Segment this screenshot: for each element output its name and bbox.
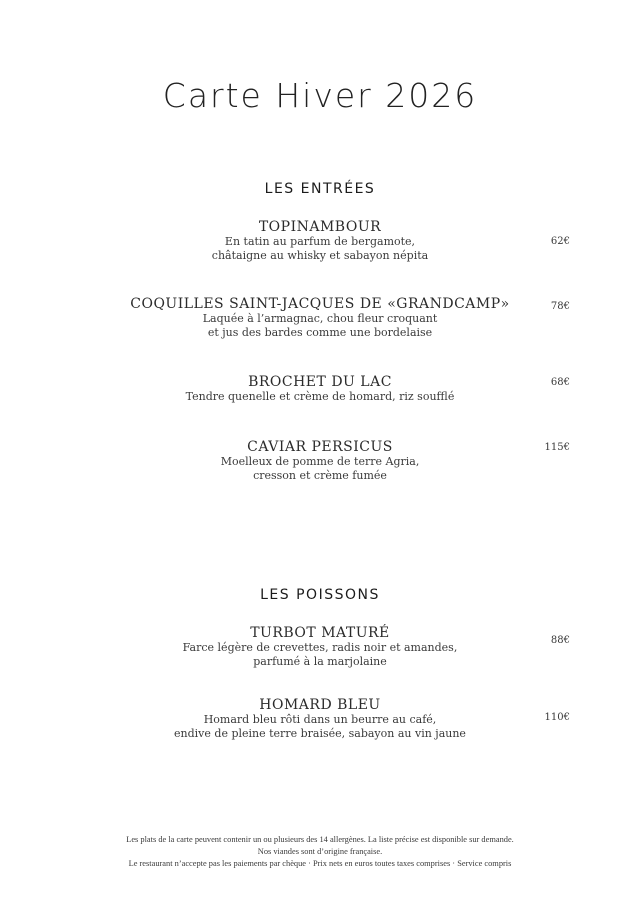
footer-line: Nos viandes sont d’origine française. — [257, 847, 383, 856]
menu-item — [0, 625, 640, 669]
dish-name: TOPINAMBOUR — [258, 219, 382, 235]
menu-item — [0, 697, 640, 741]
footer-line: Le restaurant n’accepte pas les paiements par chèque · Prix nets en euros toutes taxes comprises · Service compris — [128, 859, 512, 868]
dish-description-line: Laquée à l’armagnac, chou fleur croquant — [202, 312, 438, 325]
dish-description-line: En tatin au parfum de bergamote, — [224, 235, 416, 248]
dish-description-line: Homard bleu rôti dans un beurre au café, — [203, 713, 437, 726]
dish-description-line: Farce légère de crevettes, radis noir et amandes, — [182, 641, 458, 654]
dish-name: HOMARD BLEU — [259, 697, 381, 713]
dish-description — [0, 235, 640, 263]
section-title-entrees: LES ENTRÉES — [264, 181, 376, 197]
dish-description-line: et jus des bardes comme une bordelaise — [207, 326, 433, 339]
dish-name: COQUILLES SAINT-JACQUES DE «GRANDCAMP» — [130, 296, 510, 312]
footer-line: Les plats de la carte peuvent contenir un ou plusieurs des 14 allergènes. La liste précise est disponible sur demande. — [126, 835, 514, 844]
dish-price: 115€ — [544, 442, 570, 453]
dish-description-line: endive de pleine terre braisée, sabayon au vin jaune — [174, 727, 466, 740]
dish-description-line: Moelleux de pomme de terre Agria, — [220, 455, 420, 468]
dish-description — [0, 455, 640, 483]
dish-description — [0, 390, 640, 404]
menu-item — [0, 219, 640, 263]
dish-name: BROCHET DU LAC — [248, 374, 392, 390]
menu-item — [0, 439, 640, 483]
dish-description-line: châtaigne au whisky et sabayon népita — [211, 249, 429, 262]
legal-footer — [0, 834, 640, 870]
menu-item — [0, 296, 640, 340]
dish-price: 68€ — [550, 377, 570, 388]
dish-description-line: Tendre quenelle et crème de homard, riz soufflé — [185, 390, 455, 403]
section-title-poissons: LES POISSONS — [260, 587, 380, 603]
dish-price: 110€ — [544, 712, 570, 723]
dish-price: 88€ — [550, 635, 570, 646]
dish-description-line: parfumé à la marjolaine — [253, 655, 387, 668]
dish-name: CAVIAR PERSICUS — [247, 439, 393, 455]
menu-item — [0, 374, 640, 404]
dish-price: 78€ — [550, 301, 570, 312]
dish-name: TURBOT MATURÉ — [250, 625, 390, 641]
dish-description-line: cresson et crème fumée — [253, 469, 387, 482]
dish-price: 62€ — [550, 236, 570, 247]
dish-description — [0, 312, 640, 340]
page-title: Carte Hiver 2026 — [162, 76, 478, 115]
dish-description — [0, 641, 640, 669]
